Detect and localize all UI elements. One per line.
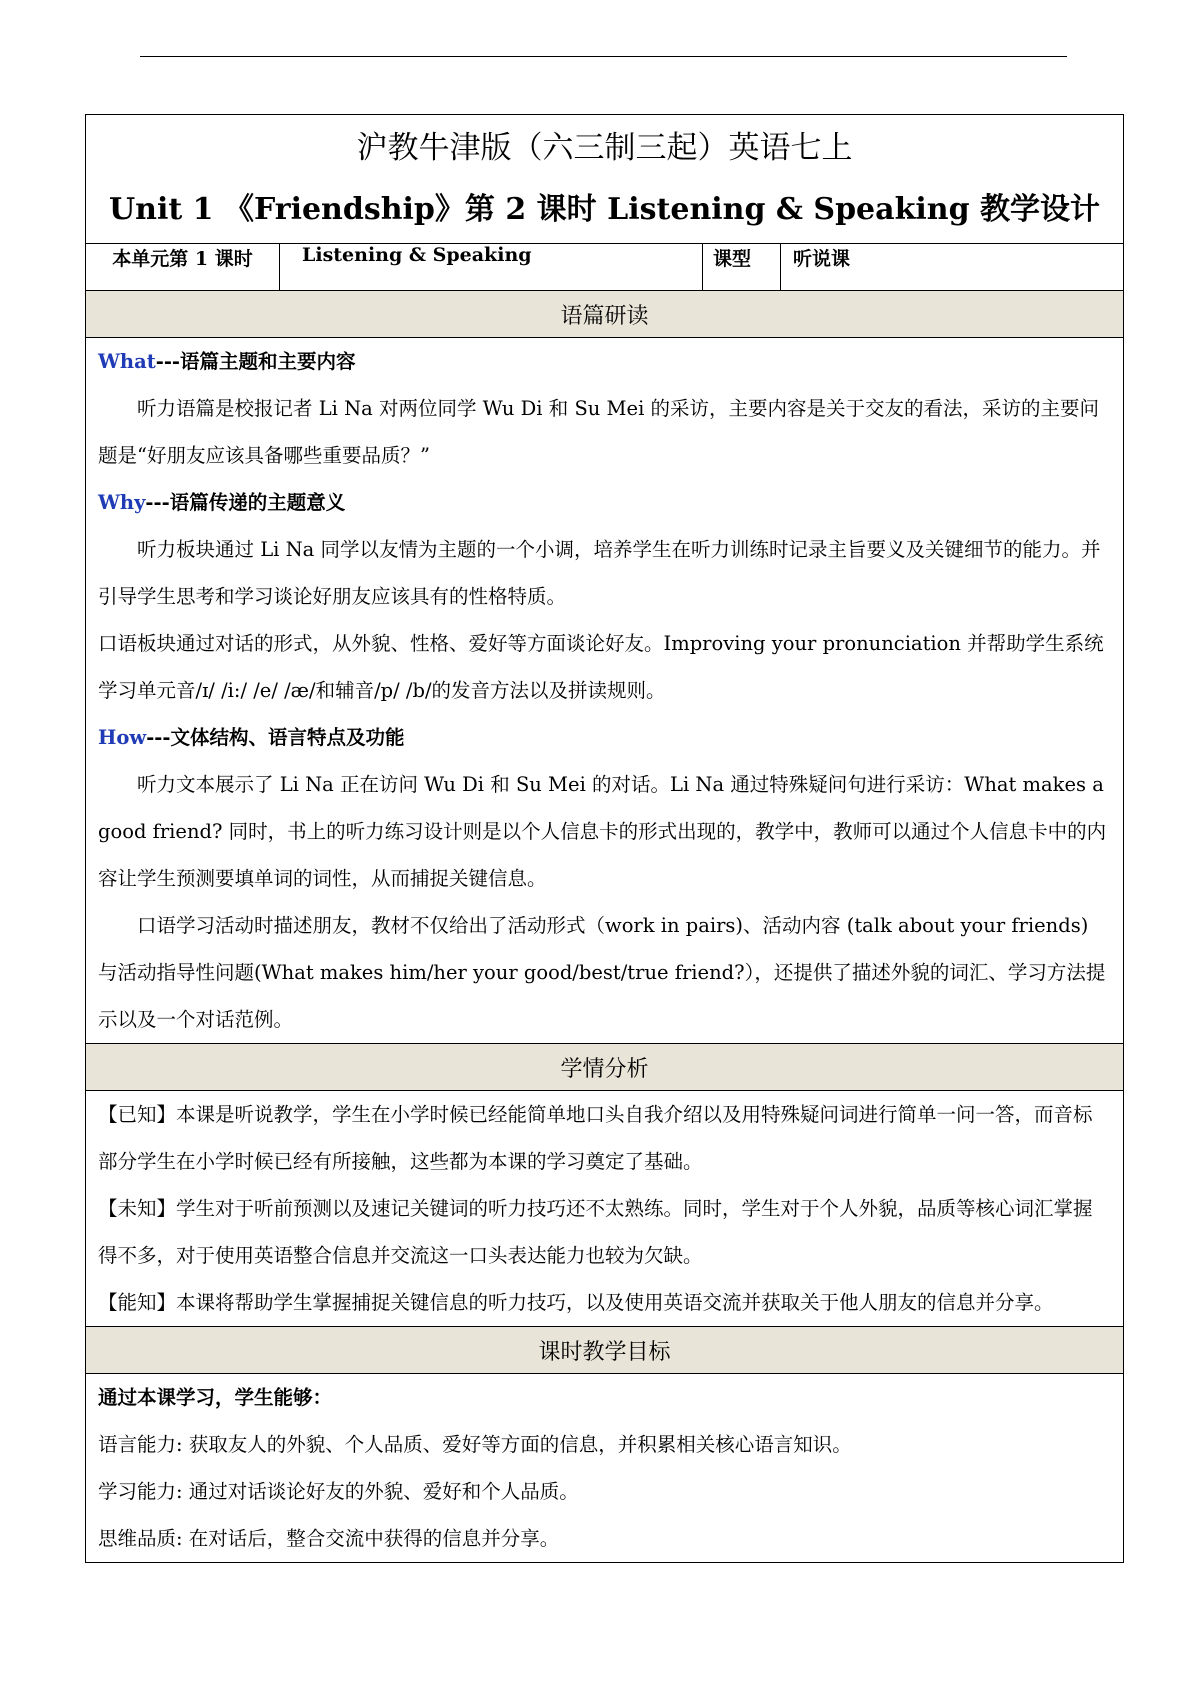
how-paragraph-2: 口语学习活动时描述朋友，教材不仅给出了活动形式（work in pairs)、活动内容 (talk about your friends) 与活动指导性问题(What makes him/her your good/best/true friend?），还提供了描述外貌的词汇、学习方法提示以及一个对话范例。 [98, 914, 1106, 1031]
can-know-paragraph: 【能知】本课将帮助学生掌握捕捉关键信息的听力技巧，以及使用英语交流并获取关于他人朋友的信息并分享。 [98, 1291, 1054, 1314]
lesson-label: 本单元第 1 课时 [86, 244, 280, 291]
why-subheading-text: ---语篇传递的主题意义 [145, 491, 346, 514]
meta-row [86, 244, 1124, 291]
header-rule [140, 56, 1067, 57]
title-cell [86, 115, 1124, 244]
how-keyword: How [98, 726, 147, 749]
what-subheading-text: ---语篇主题和主要内容 [155, 350, 356, 373]
objective-thinking: 思维品质: 在对话后，整合交流中获得的信息并分享。 [98, 1527, 560, 1550]
objective-language: 语言能力: 获取友人的外貌、个人品质、爱好等方面的信息，并积累相关核心语言知识。 [98, 1433, 852, 1456]
how-subheading-text: ---文体结构、语言特点及功能 [146, 726, 405, 749]
known-paragraph: 【已知】本课是听说教学，学生在小学时候已经能简单地口头自我介绍以及用特殊疑问词进行简单一问一答，而音标部分学生在小学时候已经有所接触，这些都为本课的学习奠定了基础。 [98, 1103, 1093, 1173]
lesson-plan-table [85, 114, 1124, 1563]
objective-learning: 学习能力: 通过对话谈论好友的外貌、爱好和个人品质。 [98, 1480, 579, 1503]
how-subheading [98, 714, 1111, 761]
text-study-content [86, 338, 1124, 1044]
section-heading-text-study: 语篇研读 [86, 291, 1124, 338]
learner-analysis-content [86, 1091, 1124, 1327]
section-heading-learner-analysis: 学情分析 [86, 1044, 1124, 1091]
what-paragraph: 听力语篇是校报记者 Li Na 对两位同学 Wu Di 和 Su Mei 的采访，主要内容是关于交友的看法，采访的主要问题是“好朋友应该具备哪些重要品质？” [98, 397, 1100, 467]
unknown-paragraph: 【未知】学生对于听前预测以及速记关键词的听力技巧还不太熟练。同时，学生对于个人外貌，品质等核心词汇掌握得不多，对于使用英语整合信息并交流这一口头表达能力也较为欠缺。 [98, 1197, 1093, 1267]
type-value: 听说课 [781, 244, 1124, 291]
why-subheading [98, 479, 1111, 526]
document-title: 沪教牛津版（六三制三起）英语七上 [356, 130, 853, 166]
document-subtitle: Unit 1 《Friendship》第 2 课时 Listening & Speaking 教学设计 [109, 192, 1100, 227]
why-keyword: Why [98, 491, 146, 514]
how-paragraph-1: 听力文本展示了 Li Na 正在访问 Wu Di 和 Su Mei 的对话。Li Na 通过特殊疑问句进行采访：What makes a good friend? 同时，书上的听力练习设计则是以个人信息卡的形式出现的，教学中，教师可以通过个人信息卡中的内容让学生预测要填单词的词性，从而捕捉关键信息。 [98, 773, 1107, 890]
what-keyword: What [98, 350, 156, 373]
section-heading-objectives: 课时教学目标 [86, 1327, 1124, 1374]
objectives-intro: 通过本课学习，学生能够： [98, 1386, 333, 1409]
type-label: 课型 [703, 244, 781, 291]
why-paragraph-1: 听力板块通过 Li Na 同学以友情为主题的一个小调，培养学生在听力训练时记录主旨要义及关键细节的能力。并引导学生思考和学习谈论好朋友应该具有的性格特质。 [98, 538, 1101, 608]
objectives-content [86, 1374, 1124, 1563]
what-subheading [98, 338, 1111, 385]
lesson-value: Listening & Speaking [280, 244, 703, 291]
why-paragraph-2: 口语板块通过对话的形式，从外貌、性格、爱好等方面谈论好友。Improving your pronunciation 并帮助学生系统学习单元音/ɪ/ /i:/ /e/ /æ/和辅音/p/ /b/的发音方法以及拼读规则。 [98, 632, 1104, 702]
